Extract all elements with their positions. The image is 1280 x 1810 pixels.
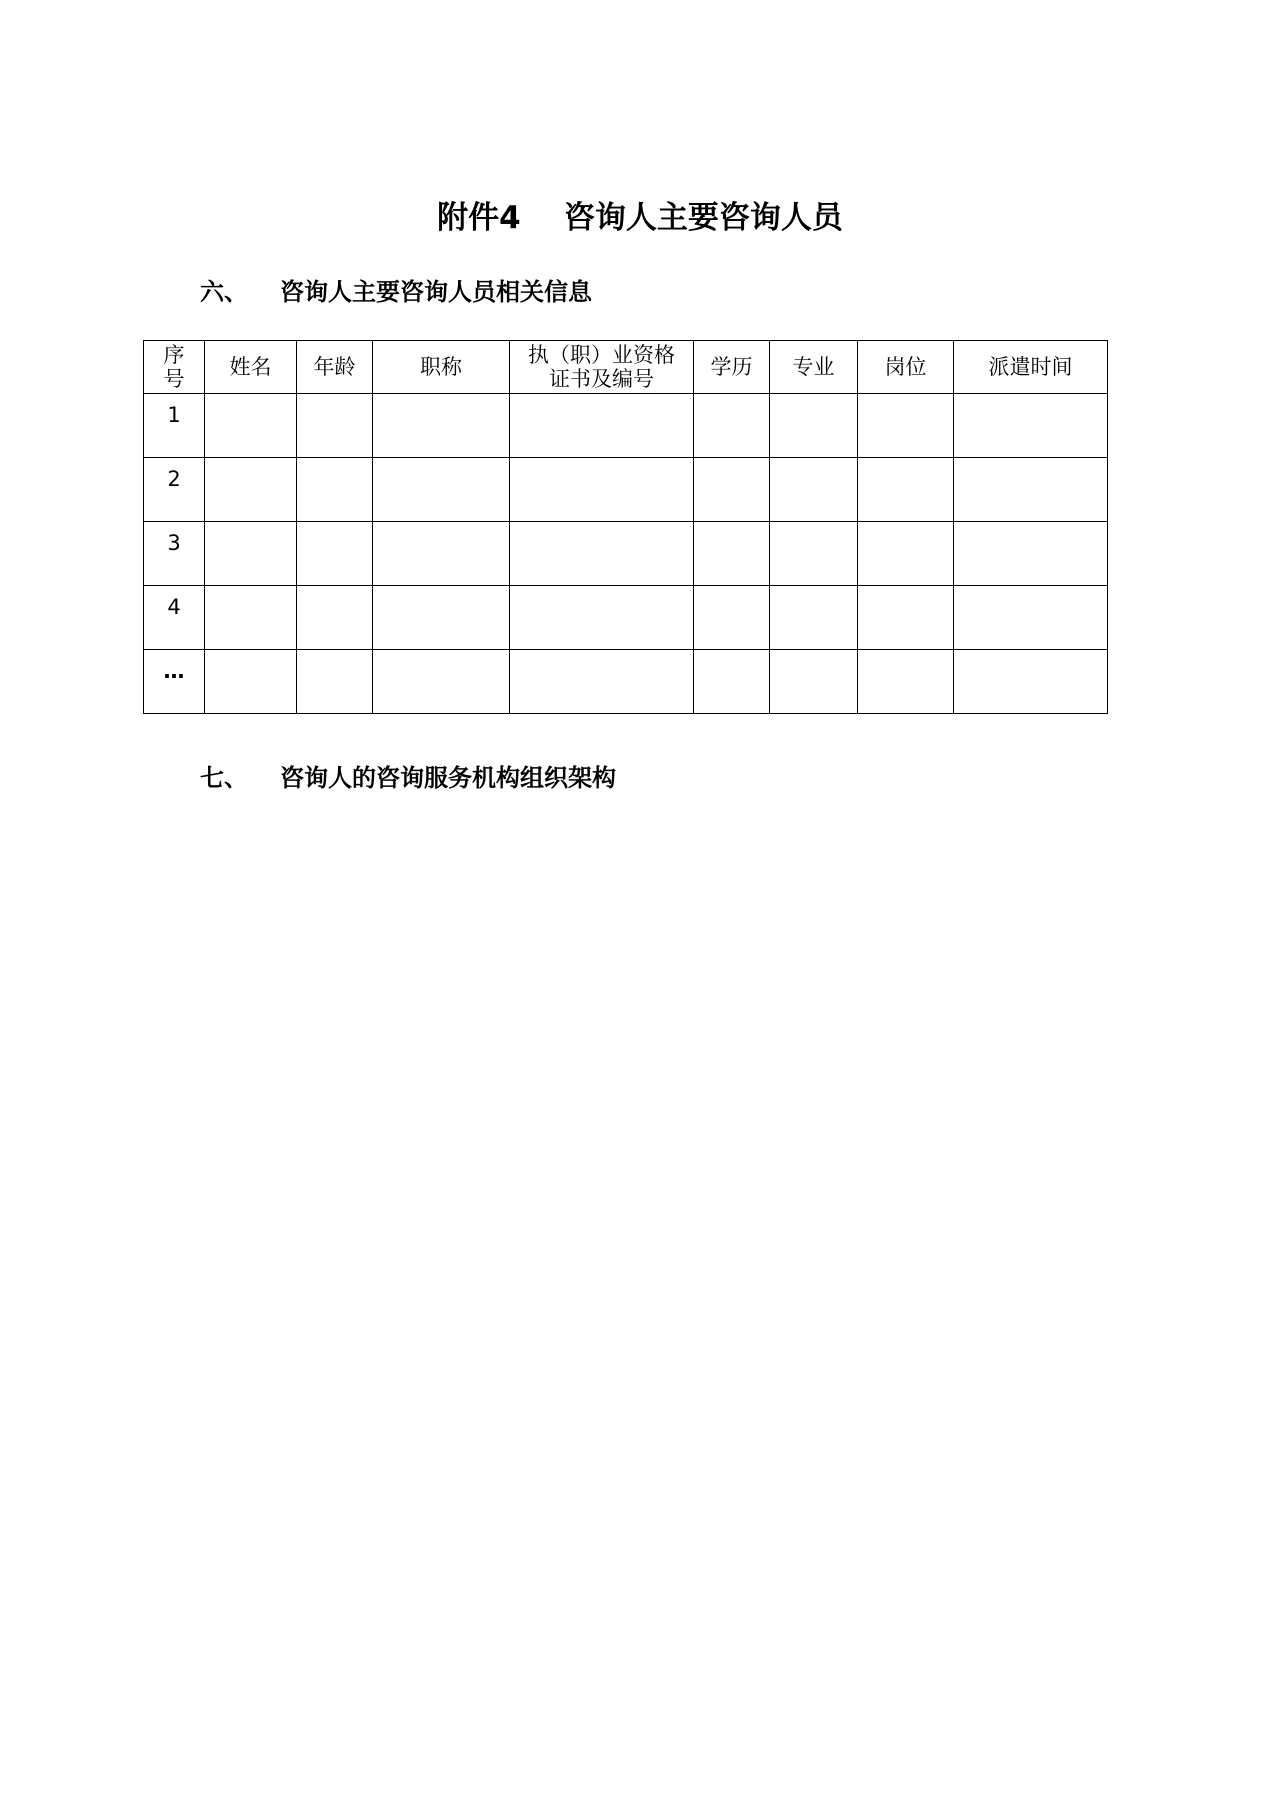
header-seq-line2: 号 (163, 367, 185, 391)
cell-position (858, 522, 954, 586)
cell-major (770, 522, 858, 586)
table-row (144, 394, 1108, 458)
section-six-number: 六、 (200, 278, 248, 306)
cell-name (205, 586, 297, 650)
cell-age (297, 650, 373, 714)
personnel-info-table (143, 340, 1108, 714)
cell-position (858, 458, 954, 522)
table-row (144, 458, 1108, 522)
cell-major (770, 458, 858, 522)
cell-age (297, 458, 373, 522)
section-seven-title: 咨询人的咨询服务机构组织架构 (280, 764, 616, 792)
header-seq-line1: 序 (163, 343, 185, 367)
section-heading-seven (200, 762, 616, 794)
cell-certificate (510, 458, 694, 522)
header-education: 学历 (694, 341, 770, 394)
row-seq: 2 (144, 458, 205, 522)
row-seq: 3 (144, 522, 205, 586)
cell-dispatch-time (954, 458, 1108, 522)
cell-position (858, 586, 954, 650)
cell-major (770, 586, 858, 650)
cell-title (373, 522, 510, 586)
header-certificate (510, 341, 694, 394)
table-row (144, 650, 1108, 714)
cell-name (205, 394, 297, 458)
header-age: 年龄 (297, 341, 373, 394)
cell-title (373, 458, 510, 522)
section-heading-six (200, 276, 592, 308)
cell-title (373, 586, 510, 650)
header-name: 姓名 (205, 341, 297, 394)
row-seq: 4 (144, 586, 205, 650)
header-position: 岗位 (858, 341, 954, 394)
cell-dispatch-time (954, 650, 1108, 714)
table-header-row (144, 341, 1108, 394)
cell-age (297, 394, 373, 458)
header-certificate-line1: 执（职）业资格 (528, 343, 675, 367)
cell-name (205, 458, 297, 522)
cell-certificate (510, 522, 694, 586)
header-seq (144, 341, 205, 394)
cell-education (694, 458, 770, 522)
cell-title (373, 650, 510, 714)
table-row (144, 586, 1108, 650)
header-certificate-line2: 证书及编号 (549, 367, 654, 391)
table-row (144, 522, 1108, 586)
section-seven-number: 七、 (200, 764, 248, 792)
cell-age (297, 586, 373, 650)
cell-position (858, 650, 954, 714)
cell-age (297, 522, 373, 586)
header-dispatch-time: 派遣时间 (954, 341, 1108, 394)
cell-dispatch-time (954, 586, 1108, 650)
cell-title (373, 394, 510, 458)
cell-education (694, 586, 770, 650)
row-seq: … (144, 650, 205, 714)
cell-major (770, 394, 858, 458)
cell-dispatch-time (954, 394, 1108, 458)
cell-education (694, 522, 770, 586)
header-major: 专业 (770, 341, 858, 394)
cell-position (858, 394, 954, 458)
cell-major (770, 650, 858, 714)
row-seq: 1 (144, 394, 205, 458)
cell-education (694, 650, 770, 714)
document-title: 附件4 咨询人主要咨询人员 (437, 200, 843, 236)
cell-certificate (510, 586, 694, 650)
cell-education (694, 394, 770, 458)
cell-name (205, 650, 297, 714)
cell-dispatch-time (954, 522, 1108, 586)
cell-certificate (510, 650, 694, 714)
section-six-title: 咨询人主要咨询人员相关信息 (280, 278, 592, 306)
cell-certificate (510, 394, 694, 458)
cell-name (205, 522, 297, 586)
header-title: 职称 (373, 341, 510, 394)
